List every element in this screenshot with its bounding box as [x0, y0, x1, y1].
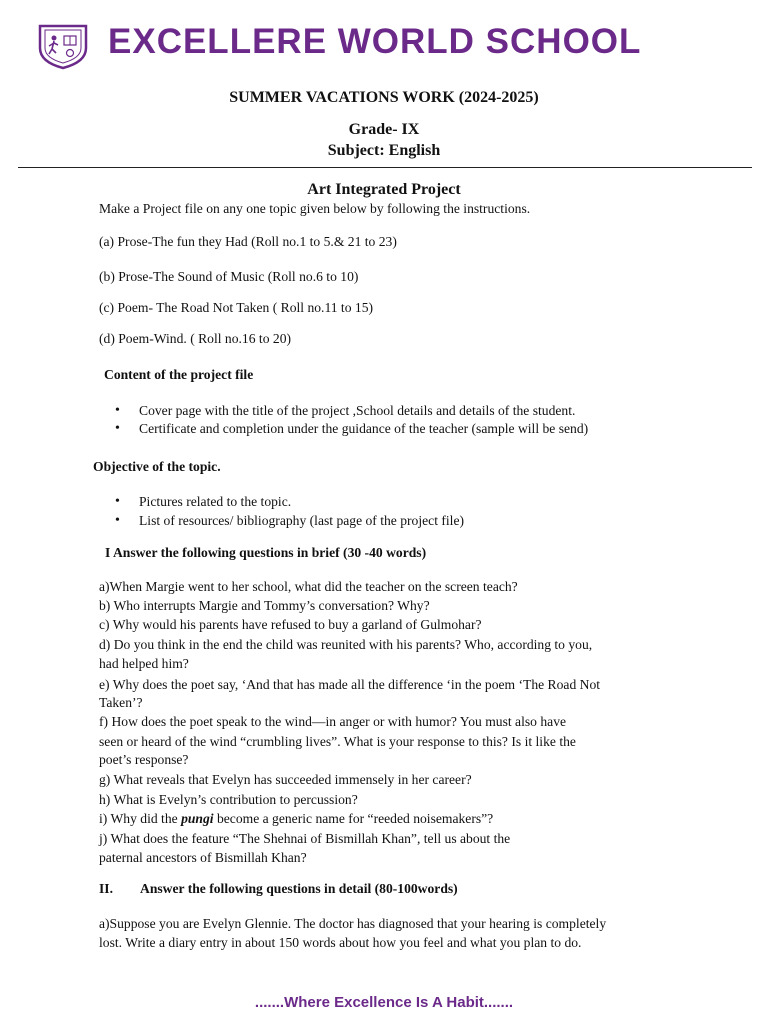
question-line: seen or heard of the wind “crumbling lives”. What is your response to this? Is it like the	[99, 734, 576, 749]
question-line	[99, 811, 493, 827]
objective-heading: Objective of the topic.	[93, 459, 221, 474]
section-2-number: II.	[99, 881, 113, 896]
question-line: a)When Margie went to her school, what did the teacher on the screen teach?	[99, 579, 518, 594]
school-logo	[34, 22, 92, 70]
project-intro: Make a Project file on any one topic given below by following the instructions.	[99, 201, 531, 216]
question-line: Taken’?	[99, 695, 143, 710]
question-i-suffix: become a generic name for “reeded noisemakers”?	[213, 811, 494, 826]
question-line: f) How does the poet speak to the wind—in anger or with humor? You must also have	[99, 714, 567, 729]
question-i-emphasis: pungi	[181, 811, 214, 826]
question-line: d) Do you think in the end the child was reunited with his parents? Who, according to you,	[99, 637, 593, 652]
topic-item: (c) Poem- The Road Not Taken ( Roll no.11 to 15)	[99, 300, 374, 315]
project-heading: Art Integrated Project	[307, 181, 461, 198]
topic-item: (b) Prose-The Sound of Music (Roll no.6 to 10)	[99, 269, 359, 284]
question-line: e) Why does the poet say, ‘And that has made all the difference ‘in the poem ‘The Road Not	[99, 677, 601, 692]
objective-list-item: • Pictures related to the topic.	[139, 494, 291, 510]
school-name: EXCELLERE WORLD SCHOOL	[108, 22, 642, 61]
section-2-heading: Answer the following questions in detail (80-100words)	[140, 881, 458, 896]
grade-label: Grade- IX	[348, 121, 420, 138]
content-heading: Content of the project file	[104, 367, 254, 382]
footer-tagline: .......Where Excellence Is A Habit.......	[254, 994, 514, 1011]
question-line: b) Who interrupts Margie and Tommy’s conversation? Why?	[99, 598, 430, 613]
objective-list-item: • List of resources/ bibliography (last page of the project file)	[139, 513, 464, 529]
topic-item: (a) Prose-The fun they Had (Roll no.1 to 5.& 21 to 23)	[99, 234, 397, 249]
subject-label: Subject: English	[327, 142, 441, 159]
question-line: a)Suppose you are Evelyn Glennie. The doctor has diagnosed that your hearing is completely	[99, 916, 607, 931]
section-1-heading: I Answer the following questions in brief (30 -40 words)	[105, 545, 427, 560]
question-line: lost. Write a diary entry in about 150 words about how you feel and what you plan to do.	[99, 935, 582, 950]
question-line: j) What does the feature “The Shehnai of Bismillah Khan”, tell us about the	[99, 831, 511, 846]
header-divider	[18, 167, 752, 168]
content-list-item: • Cover page with the title of the project ,School details and details of the student.	[139, 403, 575, 419]
question-line: poet’s response?	[99, 752, 189, 767]
content-list-item: • Certificate and completion under the guidance of the teacher (sample will be send)	[139, 421, 588, 437]
question-line: h) What is Evelyn’s contribution to percussion?	[99, 792, 358, 807]
question-line: g) What reveals that Evelyn has succeeded immensely in her career?	[99, 772, 472, 787]
page-title: SUMMER VACATIONS WORK (2024-2025)	[229, 89, 539, 106]
question-line: had helped him?	[99, 656, 189, 671]
question-i-prefix: i) Why did the	[99, 811, 182, 826]
topic-item: (d) Poem-Wind. ( Roll no.16 to 20)	[99, 331, 292, 346]
question-line: paternal ancestors of Bismillah Khan?	[99, 850, 307, 865]
question-line: c) Why would his parents have refused to buy a garland of Gulmohar?	[99, 617, 482, 632]
